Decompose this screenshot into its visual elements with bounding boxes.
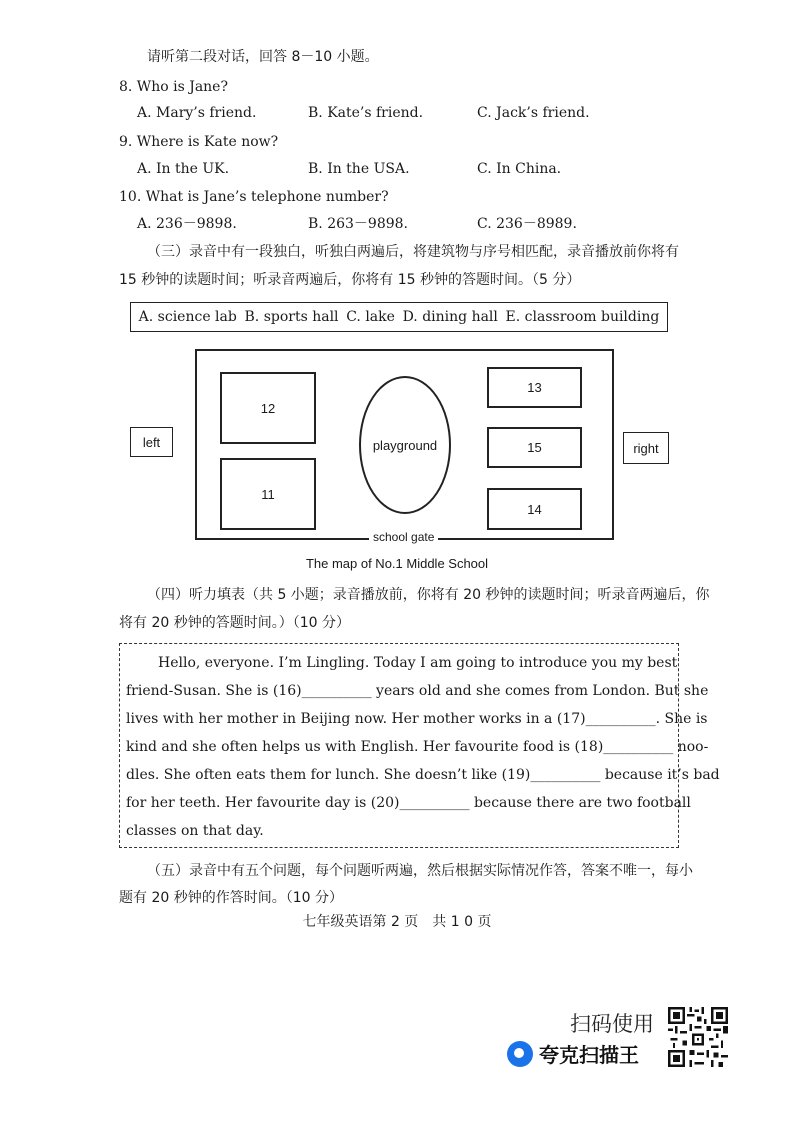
q9-option-b: B. In the USA.: [308, 161, 410, 177]
passage-line: Hello, everyone. I’m Lingling. Today I am going to introduce you my best: [158, 655, 678, 671]
q10-option-a: A. 236－9898.: [137, 216, 237, 232]
passage-line: for her teeth. Her favourite day is (20)__________ because there are two football: [126, 795, 691, 811]
q10-option-c: C. 236－8989.: [477, 216, 577, 232]
map-caption: The map of No.1 Middle School: [305, 556, 489, 571]
page-footer: 七年级英语第 2 页 共 1 0 页: [302, 914, 492, 930]
quark-logo-icon: [507, 1041, 533, 1067]
option-dining-hall: D. dining hall: [402, 309, 498, 325]
question-9: 9. Where is Kate now?: [119, 134, 279, 150]
map-school-gate: school gate: [369, 530, 438, 544]
section2-intro: 请听第二段对话，回答 8－10 小题。: [147, 49, 379, 65]
q8-option-a: A. Mary’s friend.: [137, 105, 257, 121]
q10-option-b: B. 263－9898.: [308, 216, 408, 232]
building-options-box: [130, 302, 668, 332]
scanner-brand-name: 夸克扫描王: [539, 1043, 639, 1067]
scanner-brand: [507, 1039, 639, 1068]
section3-instruction-line2: 15 秒钟的读题时间；听录音两遍后，你将有 15 秒钟的答题时间。（5 分）: [119, 272, 581, 288]
qr-code-icon[interactable]: [668, 1007, 728, 1067]
section5-instruction-line1: （五）录音中有五个问题，每个问题听两遍，然后根据实际情况作答，答案不唯一，每小: [147, 863, 693, 879]
passage-line: classes on that day.: [126, 823, 264, 839]
passage-line: dles. She often eats them for lunch. She doesn’t like (19)__________ because it’s bad: [126, 767, 720, 783]
q8-option-b: B. Kate’s friend.: [308, 105, 424, 121]
section4-instruction-line2: 将有 20 秒钟的答题时间。）（10 分）: [119, 615, 350, 631]
option-lake: C. lake: [346, 309, 395, 325]
passage-line: friend-Susan. She is (16)__________ years old and she comes from London. But she: [126, 683, 709, 699]
map-building-15: 15: [487, 427, 582, 468]
map-right-label: right: [623, 432, 669, 464]
passage-line: lives with her mother in Beijing now. Her mother works in a (17)__________. She is: [126, 711, 708, 727]
map-left-label: left: [130, 427, 173, 457]
scan-to-use-text: 扫码使用: [570, 1012, 654, 1036]
option-science-lab: A. science lab: [138, 309, 237, 325]
map-playground: playground: [359, 376, 451, 514]
option-sports-hall: B. sports hall: [244, 309, 339, 325]
map-building-14: 14: [487, 488, 582, 530]
map-building-13: 13: [487, 367, 582, 408]
section5-instruction-line2: 题有 20 秒钟的作答时间。（10 分）: [119, 890, 343, 906]
q9-option-c: C. In China.: [477, 161, 562, 177]
question-10: 10. What is Jane’s telephone number?: [119, 189, 389, 205]
q9-option-a: A. In the UK.: [137, 161, 230, 177]
passage-line: kind and she often helps us with English. Her favourite food is (18)__________ noo-: [126, 739, 709, 755]
option-classroom-building: E. classroom building: [505, 309, 660, 325]
section3-instruction-line1: （三）录音中有一段独白，听独白两遍后，将建筑物与序号相匹配，录音播放前你将有: [147, 244, 679, 260]
map-building-12: 12: [220, 372, 316, 444]
section4-instruction-line1: （四）听力填表（共 5 小题；录音播放前，你将有 20 秒钟的读题时间；听录音两遍后，你: [147, 587, 710, 603]
q8-option-c: C. Jack’s friend.: [477, 105, 590, 121]
question-8: 8. Who is Jane?: [119, 79, 228, 95]
map-building-11: 11: [220, 458, 316, 530]
